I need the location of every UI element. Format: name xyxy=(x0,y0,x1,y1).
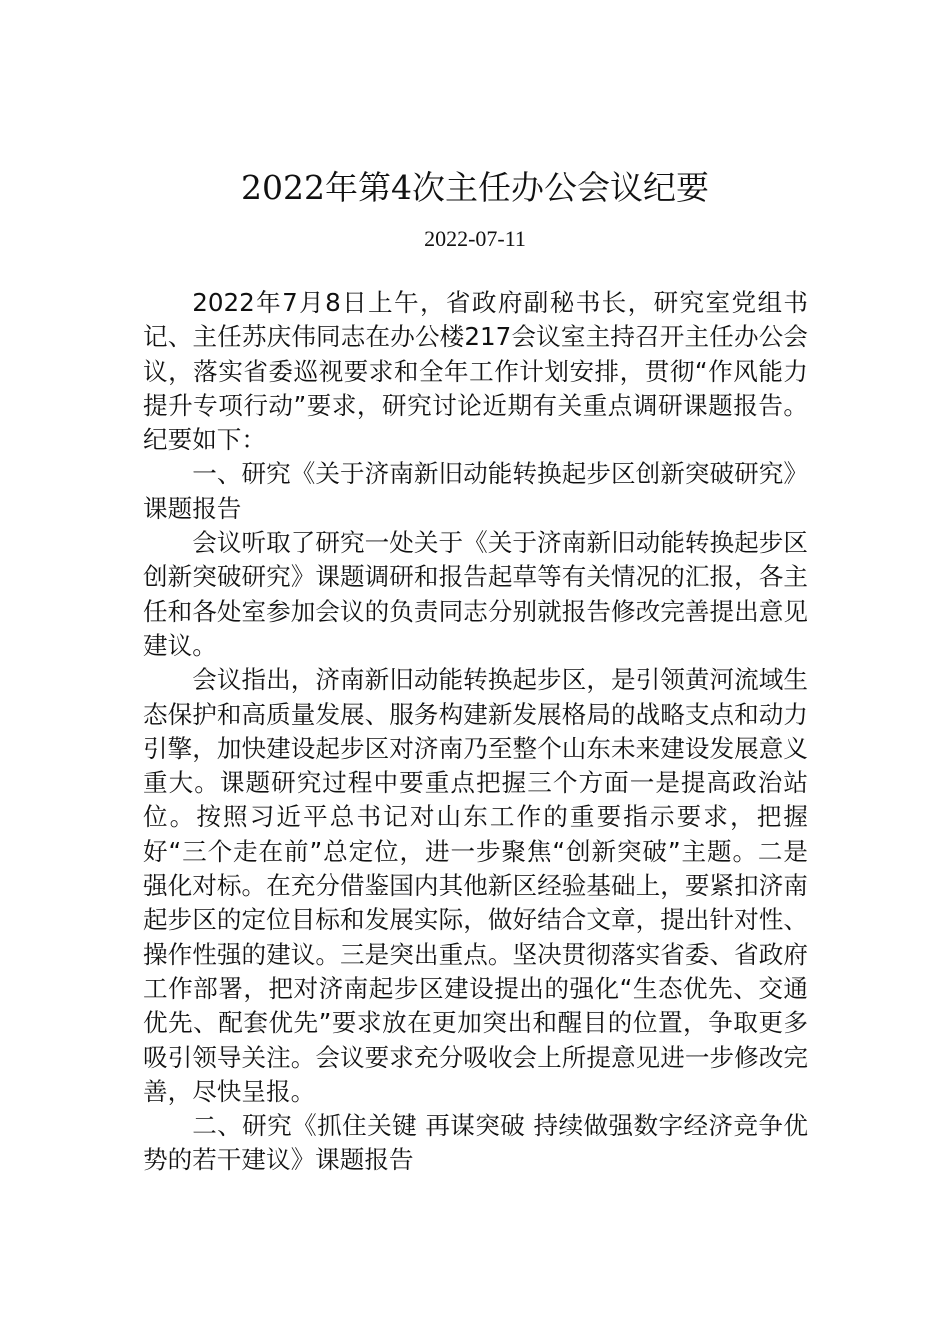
paragraph-report-heard: 会议听取了研究一处关于《关于济南新旧动能转换起步区创新突破研究》课题调研和报告起草等有关情况的汇报，各主任和各处室参加会议的负责同志分别就报告修改完善提出意见建议。 xyxy=(143,528,808,660)
section-heading-1: 一、研究《关于济南新旧动能转换起步区创新突破研究》课题报告 xyxy=(143,459,808,523)
paragraph-intro: 2022年7月8日上午，省政府副秘书长，研究室党组书记、主任苏庆伟同志在办公楼217会议室主持召开主任办公会议，落实省委巡视要求和全年工作计划安排，贯彻“作风能力提升专项行动”要求，研究讨论近期有关重点调研课题报告。纪要如下： xyxy=(143,288,808,455)
paragraph-meeting-points: 会议指出，济南新旧动能转换起步区，是引领黄河流域生态保护和高质量发展、服务构建新发展格局的战略支点和动力引擎，加快建设起步区对济南乃至整个山东未来建设发展意义重大。课题研究过程中要重点把握三个方面一是提高政治站位。按照习近平总书记对山东工作的重要指示要求，把握好“三个走在前”总定位，进一步聚焦“创新突破”主题。二是强化对标。在充分借鉴国内其他新区经验基础上，要紧扣济南起步区的定位目标和发展实际，做好结合文章，提出针对性、操作性强的建议。三是突出重点。坚决贯彻落实省委、省政府工作部署，把对济南起步区建设提出的强化“生态优先、交通优先、配套优先”要求放在更加突出和醒目的位置，争取更多吸引领导关注。会议要求充分吸收会上所提意见进一步修改完善，尽快呈报。 xyxy=(143,665,808,1106)
document-title: 2022年第4次主任办公会议纪要 xyxy=(241,168,709,207)
document-date: 2022-07-11 xyxy=(424,226,526,251)
document-body xyxy=(143,286,808,1178)
section-heading-2: 二、研究《抓住关键 再谋突破 持续做强数字经济竞争优势的若干建议》课题报告 xyxy=(143,1111,808,1175)
